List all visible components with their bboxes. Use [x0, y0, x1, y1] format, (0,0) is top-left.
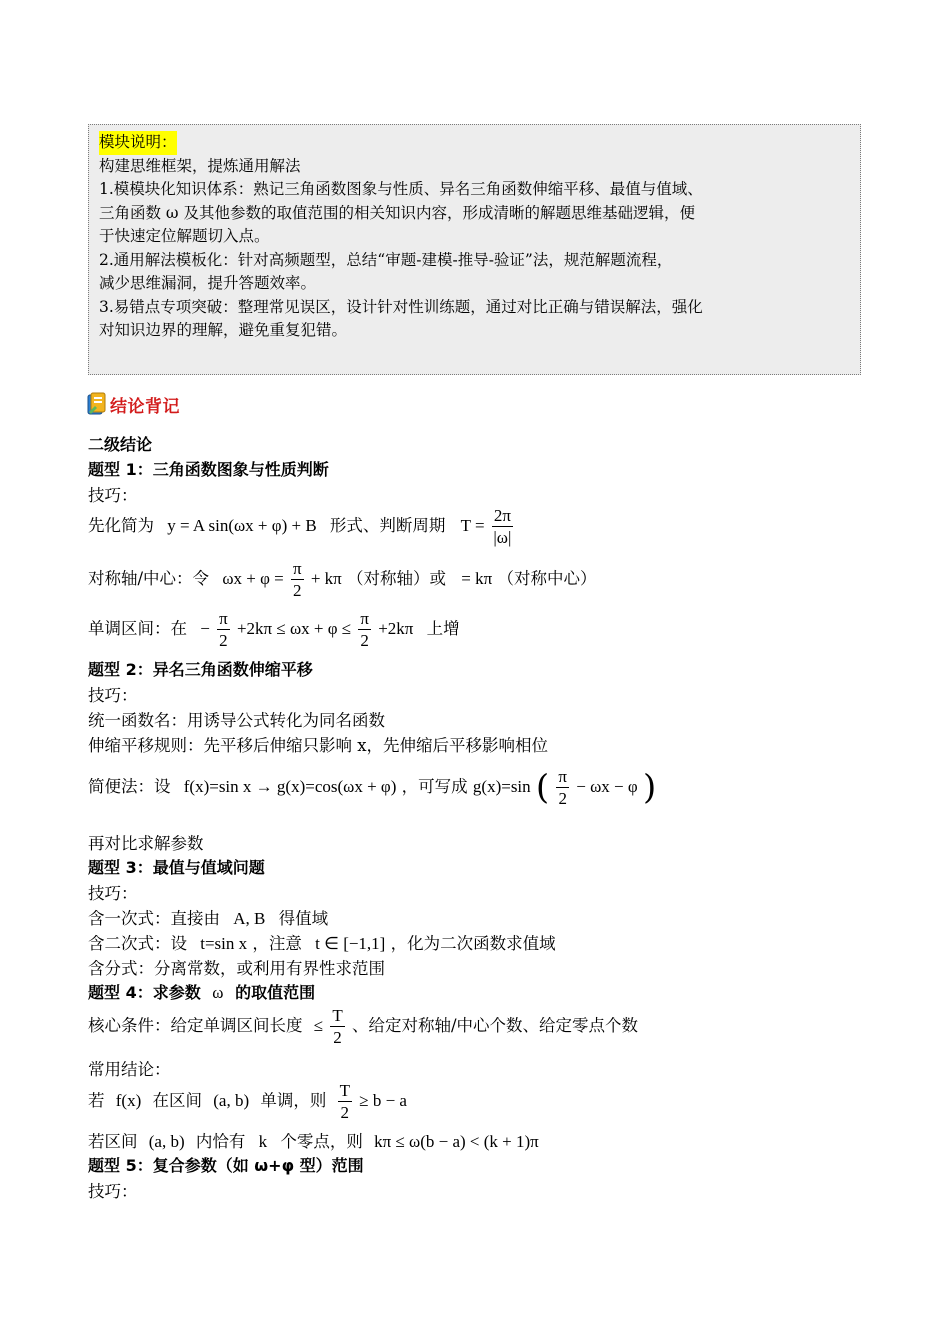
denominator: 2 — [558, 789, 567, 808]
type5-title: 题型 5：复合参数（如 ω+φ 型）范围 — [88, 1156, 364, 1175]
text: 的取值范围 — [235, 983, 316, 1002]
denominator: |ω| — [493, 528, 512, 547]
numerator: T — [332, 1006, 343, 1025]
formula: A, B — [233, 909, 266, 928]
module-line: 于快速定位解题切入点。 — [99, 227, 270, 245]
text: 在区间 — [152, 1091, 202, 1110]
type4-title — [88, 980, 315, 1003]
denominator: 2 — [333, 1028, 342, 1047]
text: 含二次式：设 — [88, 934, 187, 953]
formula: ω — [212, 983, 224, 1002]
numerator: π — [293, 559, 302, 578]
formula: +2kπ ≤ ωx + φ ≤ — [236, 619, 352, 638]
type4-line3 — [88, 1082, 407, 1121]
module-line: 3.易错点专项突破：整理常见误区，设计针对性训练题，通过对比正确与错误解法，强化 — [99, 297, 703, 316]
formula: t ∈ [−1,1] — [315, 934, 386, 953]
type4-line1 — [88, 1007, 638, 1046]
text: 若区间 — [88, 1132, 138, 1151]
numerator: π — [360, 609, 369, 628]
type2-line1: 统一函数名：用诱导公式转化为同名函数 — [88, 711, 385, 730]
formula: − — [200, 619, 210, 638]
text: 简便法：设 — [88, 777, 171, 796]
type2-line3 — [88, 768, 656, 807]
text: 含一次式：直接由 — [88, 909, 220, 928]
fraction — [330, 1007, 344, 1046]
text: 得值域 — [278, 909, 329, 928]
module-line: 1.模模块化知识体系：熟记三角函数图象与性质、异名三角函数伸缩平移、最值与值域、 — [99, 180, 703, 198]
section-title: 结论背记 — [110, 396, 180, 417]
formula: ≤ — [313, 1016, 324, 1035]
type2-line2: 伸缩平移规则：先平移后伸缩只影响 x，先伸缩后平移影响相位 — [88, 736, 549, 755]
formula: + kπ — [310, 569, 342, 588]
module-line: 三角函数 ω 及其他参数的取值范围的相关知识内容，形成清晰的解题思维基础逻辑，便 — [99, 203, 695, 222]
formula: t=sin x — [200, 934, 248, 953]
text: 单调区间：在 — [88, 619, 187, 638]
paren-right: ) — [642, 767, 657, 808]
fraction — [492, 507, 513, 546]
type4-line4 — [88, 1128, 539, 1152]
heading: 二级结论 — [88, 435, 153, 454]
type3-title: 题型 3：最值与值域问题 — [88, 858, 265, 877]
text: 核心条件：给定单调区间长度 — [88, 1016, 303, 1035]
formula: = kπ — [461, 569, 493, 588]
text: 内恰有 — [195, 1132, 246, 1151]
module-description-box — [88, 124, 861, 375]
paren-left: ( — [535, 767, 550, 808]
text: ，可写成 — [401, 777, 468, 796]
module-title: 模块说明： — [99, 131, 177, 155]
type3-line2 — [88, 930, 556, 954]
text: 单调，则 — [260, 1091, 327, 1110]
text: 对称轴/中心：令 — [88, 569, 210, 588]
denominator: 2 — [340, 1103, 350, 1122]
module-line: 对知识边界的理解，避免重复犯错。 — [99, 321, 348, 339]
formula: k — [258, 1132, 268, 1151]
formula: g(x)=sin — [472, 777, 531, 796]
text: （对称中心） — [497, 569, 597, 588]
book-icon — [86, 392, 108, 416]
text: 题型 4：求参数 — [88, 983, 201, 1002]
text: 形式、判断周期 — [329, 516, 446, 535]
fraction — [338, 1082, 352, 1121]
type5-skill: 技巧： — [88, 1182, 138, 1201]
formula: − ωx − φ — [576, 777, 638, 796]
formula: y = A sin(ωx + φ) + B — [167, 516, 317, 535]
module-line: 减少思维漏洞，提升答题效率。 — [99, 274, 317, 292]
formula: T = — [460, 516, 485, 535]
type1-line3 — [88, 610, 460, 649]
type1-line1 — [88, 507, 515, 546]
text: ，注意 — [252, 934, 302, 953]
formula: ≥ b − a — [359, 1091, 407, 1110]
type3-skill: 技巧： — [88, 884, 138, 903]
text: ，化为二次函数求值域 — [390, 934, 556, 953]
fraction — [358, 610, 371, 649]
text: 若 — [88, 1091, 105, 1110]
type3-line1 — [88, 905, 328, 929]
denominator: 2 — [219, 631, 228, 650]
numerator: π — [219, 609, 228, 628]
type1-line2 — [88, 560, 596, 599]
fraction — [291, 560, 304, 599]
text: 、给定对称轴/中心个数、给定零点个数 — [351, 1016, 639, 1035]
formula: (a, b) — [148, 1132, 185, 1151]
type2-line4: 再对比求解参数 — [88, 834, 204, 853]
section-header — [86, 389, 180, 419]
type2-title: 题型 2：异名三角函数伸缩平移 — [88, 660, 313, 679]
type2-skill: 技巧： — [88, 686, 138, 705]
formula: f(x)=sin x → g(x)=cos(ωx + φ) — [183, 777, 397, 796]
formula: ωx + φ = — [222, 569, 284, 588]
fraction — [556, 768, 569, 807]
denominator: 2 — [360, 631, 369, 650]
type1-title: 题型 1：三角函数图象与性质判断 — [88, 460, 329, 479]
numerator: 2π — [493, 506, 511, 525]
fraction — [217, 610, 230, 649]
formula: +2kπ — [378, 619, 414, 638]
text: （对称轴）或 — [347, 569, 447, 588]
formula: f(x) — [115, 1091, 142, 1110]
numerator: π — [558, 767, 568, 786]
type3-line3: 含分式：分离常数，或利用有界性求范围 — [88, 959, 385, 978]
numerator: T — [339, 1081, 350, 1100]
module-line: 构建思维框架，提炼通用解法 — [99, 156, 301, 175]
formula: (a, b) — [213, 1091, 250, 1110]
text: 上增 — [426, 619, 460, 638]
module-line: 2.通用解法模板化：针对高频题型，总结“审题-建模-推导-验证”法，规范解题流程， — [99, 250, 673, 269]
denominator: 2 — [293, 581, 302, 600]
formula: kπ ≤ ω(b − a) < (k + 1)π — [374, 1132, 539, 1151]
type4-line2: 常用结论： — [88, 1060, 171, 1079]
text: 个零点，则 — [280, 1132, 363, 1151]
text: 先化简为 — [88, 516, 154, 535]
type1-skill: 技巧： — [88, 486, 138, 505]
